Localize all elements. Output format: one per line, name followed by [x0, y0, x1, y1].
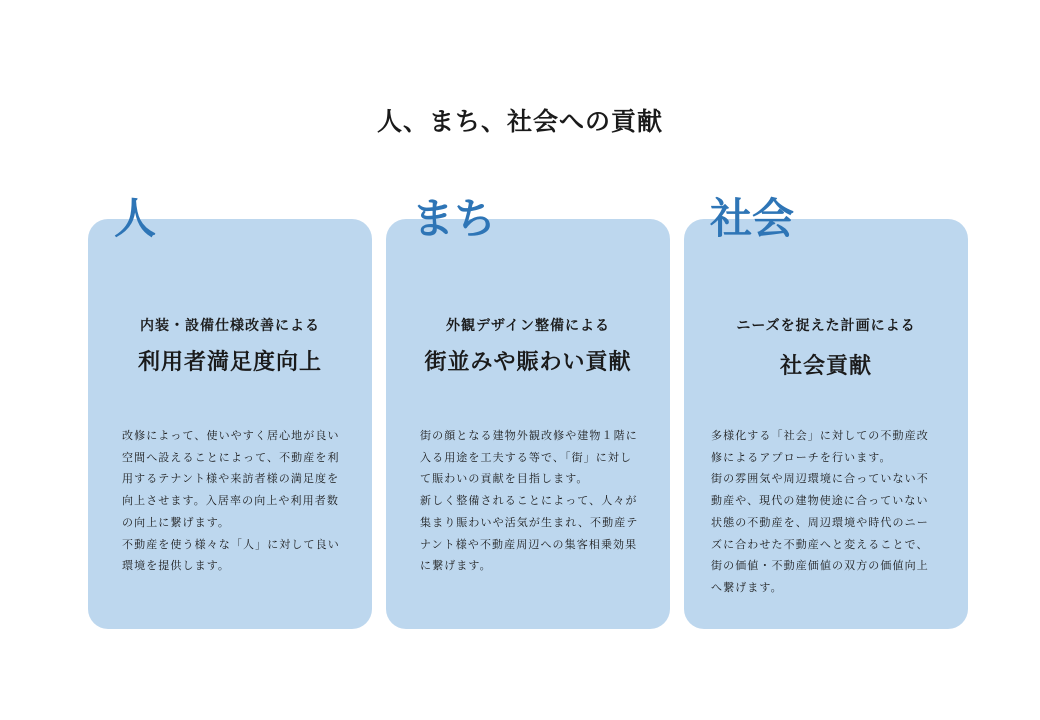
description-line: 不動産を使う様々な「人」に対して良い	[122, 537, 340, 551]
description-line: の向上に繋げます。	[122, 515, 231, 529]
description-line: 動産や、現代の建物使途に合っていない	[711, 494, 929, 508]
card-panel	[88, 219, 372, 629]
card-description	[711, 425, 933, 599]
card-panel	[386, 219, 670, 629]
description-line: 街の価値・不動産価値の双方の価値向上	[711, 559, 929, 573]
card-description	[420, 425, 642, 577]
description-line: 空間へ設えることによって、不動産を利	[122, 450, 340, 464]
description-line: 改修によって、使いやすく居心地が良い	[122, 429, 340, 442]
description-line: 用するテナント様や来訪者様の満足度を	[122, 472, 340, 486]
description-line: 修によるアプローチを行います。	[711, 450, 892, 464]
description-line: に繋げます。	[420, 559, 492, 573]
description-line: 状態の不動産を、周辺環境や時代のニー	[711, 515, 929, 529]
description-line: 集まり賑わいや活気が生まれ、不動産テ	[420, 515, 639, 529]
description-line: へ繋げます。	[711, 580, 783, 594]
description-line: ズに合わせた不動産へと変えることで、	[711, 537, 929, 551]
column-label: 社会	[710, 194, 795, 243]
description-line: 入る用途を工夫する等で、「街」に対し	[420, 450, 633, 464]
description-line: 新しく整備されることによって、人々が	[420, 494, 638, 508]
column-label: まち	[412, 194, 497, 243]
description-line: 向上させます。入居率の向上や利用者数	[122, 494, 339, 508]
page-title: 人、まち、社会への貢献	[376, 107, 663, 136]
description-line: 多様化する「社会」に対しての不動産改	[711, 429, 929, 442]
description-line: ナント様や不動産周辺への集客相乗効果	[420, 537, 638, 551]
card-subtitle: 外観デザイン整備による	[445, 318, 611, 334]
card-description	[122, 425, 344, 577]
column-label: 人	[114, 194, 157, 243]
description-line: 街の雰囲気や周辺環境に合っていない不	[711, 472, 929, 486]
card-subtitle: ニーズを捉えた計画による	[736, 318, 916, 334]
card-panel	[684, 219, 968, 629]
description-line: て賑わいの貢献を目指します。	[420, 472, 589, 486]
card-subtitle: 内装・設備仕様改善による	[140, 318, 320, 334]
description-line: 環境を提供します。	[122, 559, 231, 573]
card-headline: 利用者満足度向上	[137, 350, 322, 375]
card-headline: 街並みや賑わい貢献	[424, 350, 632, 375]
card-headline: 社会貢献	[779, 354, 872, 379]
description-line: 街の顔となる建物外観改修や建物１階に	[420, 429, 638, 442]
